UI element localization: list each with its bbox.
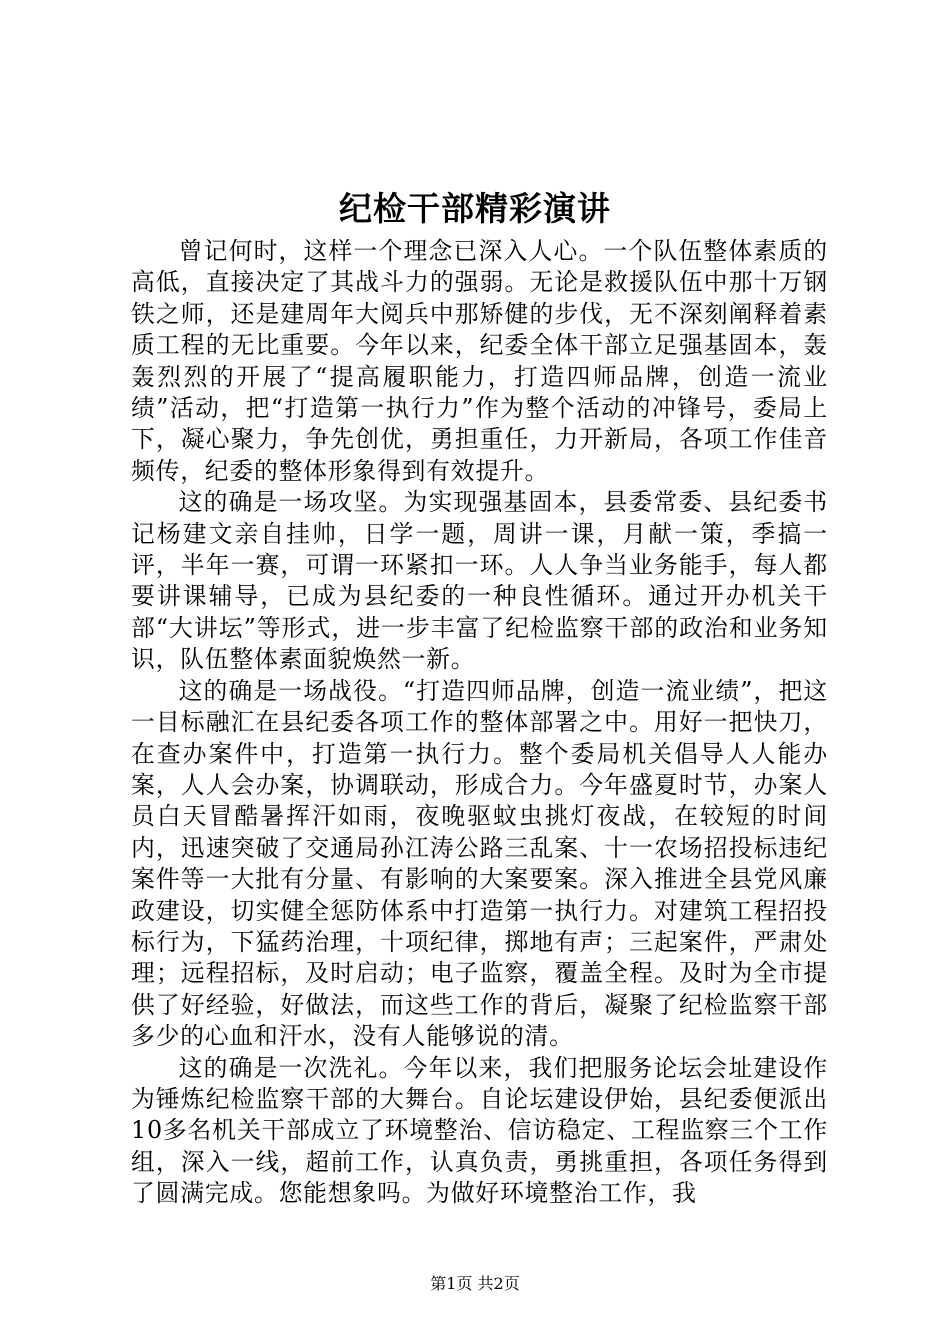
- paragraph-1: 曾记何时，这样一个理念已深入人心。一个队伍整体素质的高低，直接决定了其战斗力的强弱。无论是救援队伍中那十万钢铁之师，还是建周年大阅兵中那矫健的步伐，无不深刻阐释着素质工程的无比重要。今年以来，纪委全体干部立足强基固本，轰轰烈烈的开展了“提高履职能力，打造四师品牌，创造一流业绩”活动，把“打造第一执行力”作为整个活动的冲锋号，委局上下，凝心聚力，争先创优，勇担重任，力开新局，各项工作佳音频传，纪委的整体形象得到有效提升。: [131, 237, 828, 485]
- page-number: 第1页: [430, 1274, 473, 1293]
- paragraph-2: 这的确是一场攻坚。为实现强基固本，县委常委、县纪委书记杨建文亲自挂帅，日学一题，周讲一课，月献一策，季搞一评，半年一赛，可谓一环紧扣一环。人人争当业务能手，每人都要讲课辅导，已成为县纪委的一种良性循环。通过开办机关干部“大讲坛”等形式，进一步丰富了纪检监察干部的政治和业务知识，队伍整体素面貌焕然一新。: [131, 488, 828, 674]
- page-total: 共2页: [477, 1274, 520, 1293]
- paragraph-4: 这的确是一次洗礼。今年以来，我们把服务论坛会址建设作为锤炼纪检监察干部的大舞台。自论坛建设伊始，县纪委便派出10多名机关干部成立了环境整治、信访稳定、工程监察三个工作组，深入一线，超前工作，认真负责，勇挑重担，各项任务得到了圆满完成。您能想象吗。为做好环境整治工作，我: [131, 1053, 828, 1208]
- paragraph-3: 这的确是一场战役。“打造四师品牌，创造一流业绩”，把这一目标融汇在县纪委各项工作的整体部署之中。用好一把快刀，在查办案件中，打造第一执行力。整个委局机关倡导人人能办案，人人会办案，协调联动，形成合力。今年盛夏时节，办案人员白天冒酷暑挥汗如雨，夜晚驱蚊虫挑灯夜战，在较短的时间内，迅速突破了交通局孙江涛公路三乱案、十一农场招投标违纪案件等一大批有分量、有影响的大案要案。深入推进全县党风廉政建设，切实健全惩防体系中打造第一执行力。对建筑工程招投标行为，下猛药治理，十项纪律，掷地有声；三起案件，严肃处理；远程招标，及时启动；电子监察，覆盖全程。及时为全市提供了好经验，好做法，而这些工作的背后，凝聚了纪检监察干部多少的心血和汗水，没有人能够说的清。: [131, 676, 828, 1051]
- document-title: 纪检干部精彩演讲: [339, 189, 611, 228]
- document-body: [131, 236, 828, 1210]
- page-footer: [0, 1273, 950, 1295]
